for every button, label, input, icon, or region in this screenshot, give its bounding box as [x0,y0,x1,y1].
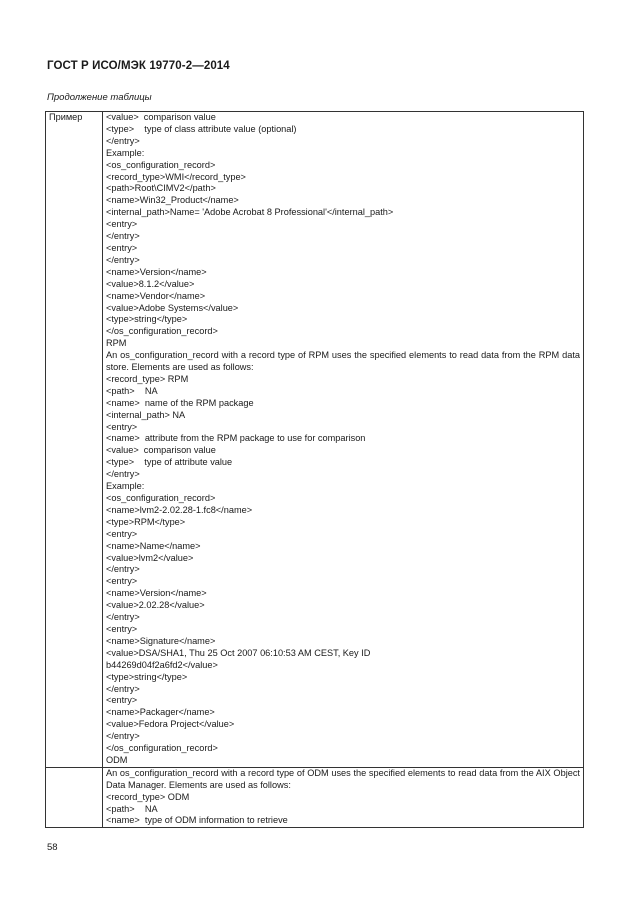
text-line: <name>Version</name> [106,266,207,277]
table-row [46,112,584,768]
table-caption: Продолжение таблицы [47,92,152,103]
text-line: <value>2.02.28</value> [106,600,205,611]
text-line: </os_configuration_record> [106,326,218,337]
text-line: <entry> [106,421,138,432]
text-line: <internal_path> NA [106,409,186,420]
text-line: <os_configuration_record> [106,159,216,170]
text-line: </os_configuration_record> [106,743,218,754]
text-line: Example: [106,481,145,492]
text-line: <entry> [106,623,138,634]
text-line: </entry> [106,564,140,575]
text-line: An os_configuration_record with a record type of RPM uses the specified elements to read data from the RPM data store. Elements are used as follows: [106,350,583,373]
text-line: <entry> [106,576,138,587]
text-line: <value>DSA/SHA1, Thu 25 Oct 2007 06:10:53 AM CEST, Key ID [106,647,371,658]
text-line: </entry> [106,231,140,242]
table-row [46,767,584,828]
text-line: <value>Adobe Systems</value> [106,302,239,313]
text-line: <name>Packager</name> [106,707,215,718]
text-line: <name> type of ODM information to retrieve [106,815,288,826]
text-line: <type>RPM</type> [106,516,186,527]
content-table [45,111,584,828]
text-line: <path> NA [106,385,158,396]
text-line: </entry> [106,254,140,265]
text-line: <name>Signature</name> [106,635,216,646]
text-line: <name> name of the RPM package [106,397,254,408]
text-line: <path>Root\CIMV2</path> [106,183,216,194]
text-line: <record_type> ODM [106,791,190,802]
text-line: <type>string</type> [106,671,188,682]
text-line: <entry> [106,695,138,706]
row-label-cell [46,767,103,828]
text-line: <name>Win32_Product</name> [106,195,239,206]
row-content-cell [103,112,584,768]
text-line: ODM [106,754,128,765]
text-line: <value>8.1.2</value> [106,278,195,289]
text-line: <name>Name</name> [106,540,201,551]
row-label-cell: Пример [46,112,103,768]
text-line: <path> NA [106,803,158,814]
text-line: <value>Fedora Project</value> [106,719,235,730]
text-line: Example: [106,147,145,158]
text-line: </entry> [106,135,140,146]
text-line: b44269d04f2a6fd2</value> [106,659,218,670]
text-line: <type>string</type> [106,314,188,325]
text-line: <value>lvm2</value> [106,552,194,563]
document-header: ГОСТ Р ИСО/МЭК 19770-2—2014 [47,60,230,72]
text-line: <record_type>WMI</record_type> [106,171,246,182]
text-line: <entry> [106,219,138,230]
text-line: </entry> [106,731,140,742]
text-line: An os_configuration_record with a record type of ODM uses the specified elements to read data from the AIX Object Data Manager. Elements are used as follows: [106,767,583,790]
text-line: </entry> [106,612,140,623]
text-line: <entry> [106,242,138,253]
text-line: <record_type> RPM [106,373,189,384]
text-line: </entry> [106,469,140,480]
row-content-cell [103,767,584,828]
text-line: <os_configuration_record> [106,493,216,503]
text-line: <value> comparison value [106,112,216,122]
text-line: <type> type of attribute value [106,457,233,468]
page-number: 58 [47,842,58,853]
text-line: <name>lvm2-2.02.28-1.fc8</name> [106,504,253,515]
text-line: <entry> [106,528,138,539]
text-line: <name> attribute from the RPM package to use for comparison [106,433,366,444]
text-line: <value> comparison value [106,445,216,456]
text-line: RPM [106,338,127,349]
text-line: <type> type of class attribute value (optional) [106,123,297,134]
text-line: <name>Vendor</name> [106,290,206,301]
text-line: </entry> [106,683,140,694]
text-line: <name>Version</name> [106,588,207,599]
text-line: <internal_path>Name= 'Adobe Acrobat 8 Professional'</internal_path> [106,207,394,218]
